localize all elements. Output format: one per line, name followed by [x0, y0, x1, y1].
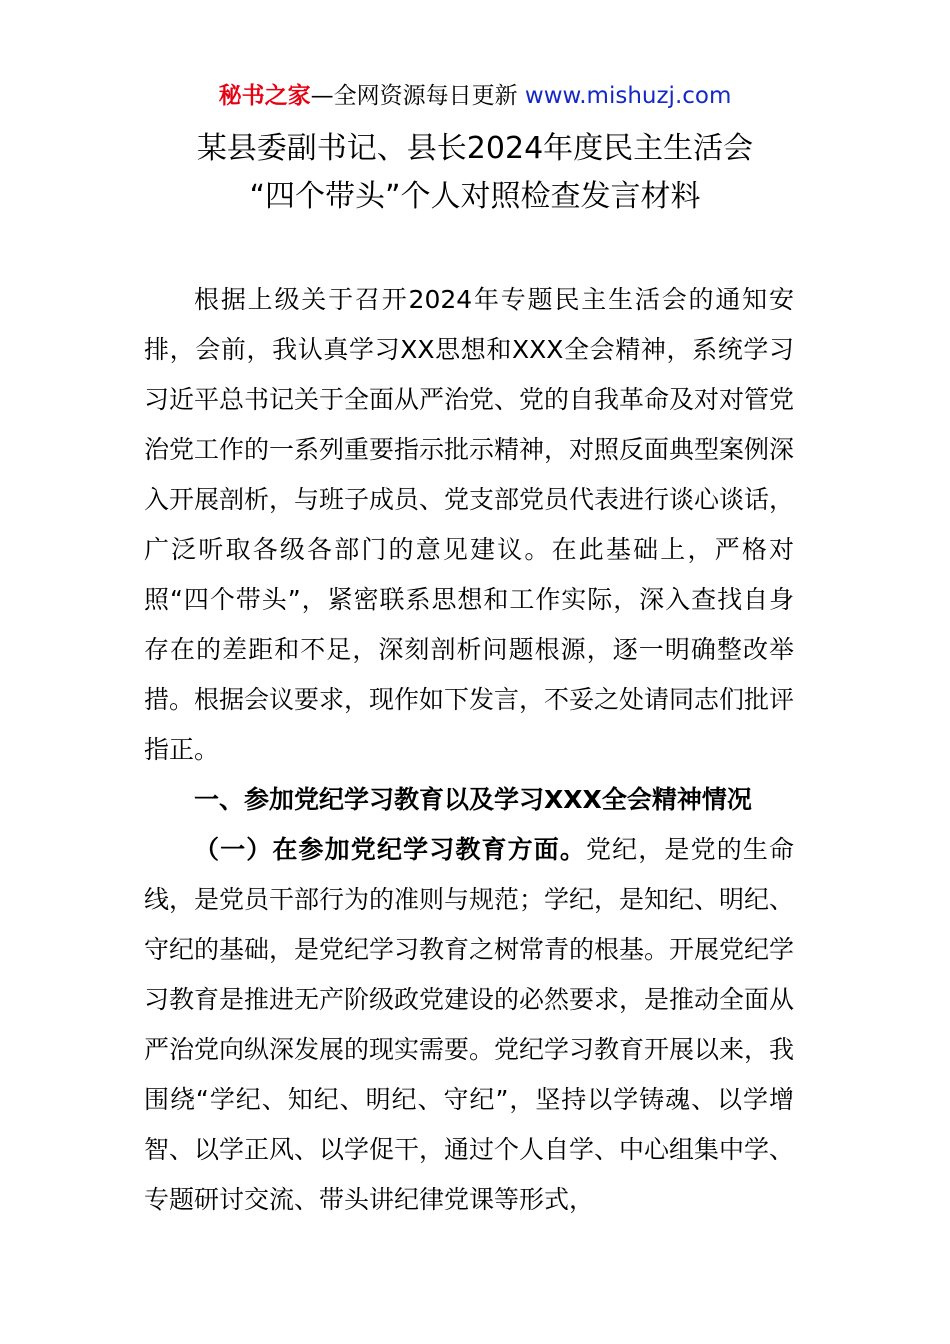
document-title-line-1: 某县委副书记、县长2024年度民主生活会: [196, 131, 754, 166]
brand-name: 秘书之家: [218, 83, 311, 109]
section-heading-1: 一、参加党纪学习教育以及学习XXX全会精神情况: [194, 785, 752, 814]
document-title-line-2: “四个带头”个人对照检查发言材料: [249, 179, 701, 214]
site-url-link[interactable]: www.mishuzj.com: [524, 83, 732, 109]
header-slogan: —全网资源每日更新: [310, 83, 525, 109]
subsection-text-1: 党纪，是党的生命线，是党员干部行为的准则与规范；学纪，是知纪、明纪、守纪的基础，是党纪学习教育之树常青的根基。开展党纪学习教育是推进无产阶级政党建设的必然要求，是推动全面从严治党向纵深发展的现实需要。党纪学习教育开展以来，我围绕“学纪、知纪、明纪、守纪”，坚持以学铸魂、以学增智、以学正风、以学促干，通过个人自学、中心组集中学、专题研讨交流、带头讲纪律党课等形式，: [144, 835, 795, 1214]
intro-paragraph: 根据上级关于召开2024年专题民主生活会的通知安排，会前，我认真学习XX思想和XXX全会精神，系统学习习近平总书记关于全面从严治党、党的自我革命及对对管党治党工作的一系列重要指示批示精神，对照反面典型案例深入开展剖析，与班子成员、党支部党员代表进行谈心谈话，广泛听取各级各部门的意见建议。在此基础上，严格对照“四个带头”，紧密联系思想和工作实际，深入查找自身存在的差距和不足，深刻剖析问题根源，逐一明确整改举措。根据会议要求，现作如下发言，不妥之处请同志们批评指正。: [144, 285, 795, 764]
document-body: [144, 275, 794, 1225]
subsection-paragraph-1: [144, 825, 794, 1225]
subsection-heading-1: （一）在参加党纪学习教育方面。: [194, 835, 587, 864]
site-header: [0, 80, 950, 112]
